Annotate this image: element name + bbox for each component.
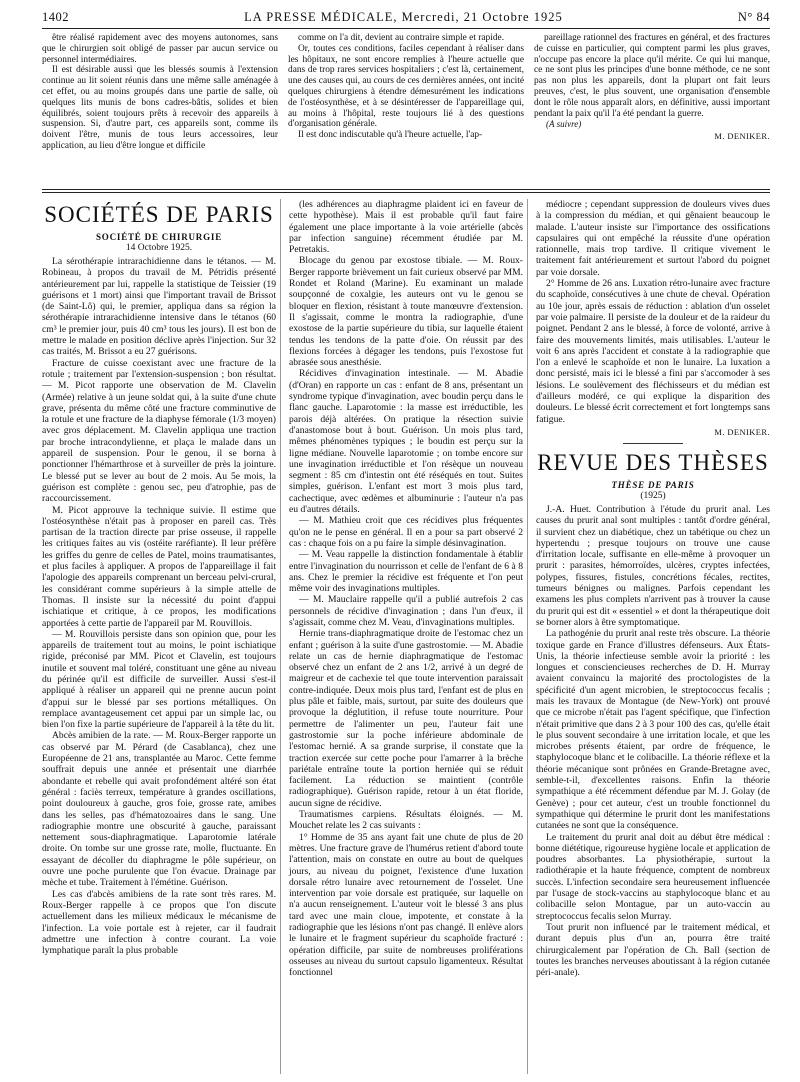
thesis-year: (1925)	[640, 490, 666, 501]
paragraph: Fracture de cuisse coexistant avec une fracture de la rotule ; traitement par l'extension-suspension ; bon résultat. — M. Picot rapporte une observation de M. Clavelin (Armée) relative à un jeune soldat qui, à la suite d'une chute grave, présenta du même côté une fracture comminutive de la rotule et une fracture de la diaphyse fémorale (1/3 moyen) avec gros déplacement. M. Clavelin appliqua une traction par broche intracondylienne, et plaça le malade dans un appareil de suspension. Pour le genou, il se borna à ponctionner l'hémarthrose et à surveiller de près la jointure. Le blessé put se lever au bout de 2 mois. Au 5e mois, la guérison est complète : genou sec, peu d'atrophie, pas de raccourcissement.	[42, 357, 276, 505]
divider	[623, 443, 683, 444]
top-column-3	[534, 33, 770, 185]
session-date: 14 Octobre 1925.	[125, 243, 193, 253]
paragraph: médiocre ; cependant suppression de douleurs vives dues à la compression du médian, et qui gênaient beaucoup le malade. L'auteur insiste sur l'importance des ossifications capsulaires qui ont empêché la réussite d'une opération rationnelle, mais trop tardive. Il critique vivement le traitement fait antérieurement et surtout l'abord du poignet par voie dorsale.	[536, 199, 770, 278]
paragraph: Traumatismes carpiens. Résultats éloignés. — M. Mouchet relate les 2 cas suivants :	[289, 809, 523, 832]
paragraph: Abcès amibien de la rate. — M. Roux-Berger rapporte un cas observé par M. Pérard (de Casablanca), chez une Européenne de 21 ans, transplantée au Maroc. Cette femme souffrait depuis une année et présentait une diarrhée abondante et rebelle qui avait profondément altéré son état général : faciès terreux, température à grandes oscillations, point douloureux à gauche, gros foie, grosse rate, amibes dans les selles, pas d'hématozoaires dans le sang. Une radiographie montre une obscurité à gauche, paraissant nettement sous-diaphragmatique. Laparotomie latérale droite. On tombe sur une grosse rate, molle, fluctuante. En essayant de décoller du diaphragme le pôle supérieur, on ouvre une poche purulente que l'on évacue. Drainage par mèche et tube. Traitement à l'émétine. Guérison.	[42, 730, 276, 889]
section-title: REVUE DES THÈSES	[537, 449, 769, 475]
lower-column-3	[536, 199, 770, 1074]
paragraph: La pathogénie du prurit anal reste très obscure. La théorie toxique garde en France d'illustres défenseurs. Aux États-Unis, la théorie infectieuse semble avoir la priorité : les longues et consciencieuses recherches de D. H. Murray avaient convaincu la majorité des proctologistes de la spécificité d'un agent microbien, le streptococcus fecalis ; mais les travaux de Montague (de New-York) ont prouvé que ce microbe n'était pas l'agent spécifique, que l'infection n'était primitive que dans 2 à 3 pour 100 des cas, qu'elle était le plus souvent secondaire à une irritation locale, et que les microbes présents étaient, par ordre de fréquence, le staphylocoque blanc et le colibacille. La théorie réflexe et la théorie mécanique sont prônées en Grande-Bretagne avec, semble-t-il, d'excellentes raisons. Enfin la théorie sympathique a été récemment défendue par M. J. Golay (de Genève) ; pour cet auteur, c'est un trouble fonctionnel du sympathique qui détermine le prurit dont les manifestations cutanées ne sont que la conséquence.	[536, 628, 770, 832]
paragraph: — M. Mauclaire rappelle qu'il a publié autrefois 2 cas personnels de récidive d'invagination ; dans l'un d'eux, il s'agissait, comme chez M. Veau, d'invaginations multiples.	[289, 594, 523, 628]
journal-title: LA PRESSE MÉDICALE, Mercredi, 21 Octobre 1925	[244, 10, 563, 24]
top-column-1	[42, 33, 278, 185]
divider	[42, 189, 770, 190]
paragraph: Or, toutes ces conditions, faciles cependant à réaliser dans les hôpitaux, ne sont encore remplies à l'heure actuelle que dans de trop rares services hospitaliers ; c'est là, certainement, une des causes qui, au cours de ces dernières années, ont incité quelques chirurgiens à étendre démesurément les indications de l'ostéosynthèse, et à se désintéresser de l'appareillage qui, au moins à l'hôpital, reste toujours lié à des questions d'organisation générale.	[288, 43, 524, 130]
society-name: SOCIÉTÉ DE CHIRURGIE	[95, 232, 223, 242]
paragraph: (les adhérences au diaphragme plaident ici en faveur de cette hypothèse). Mais il est probable qu'il faut faire également une place importante à la voie artérielle (abcès par infection sanguine) récemment étudiée par M. Petretakis.	[289, 199, 523, 256]
paragraph: être réalisé rapidement avec des moyens autonomes, sans que le chirurgien soit obligé de passer par aucun service ou personnel intermédiaires.	[42, 33, 278, 65]
author-signature: M. DENIKER.	[714, 426, 770, 437]
paragraph: La sérothérapie intrarachidienne dans le tétanos. — M. Robineau, à propos du travail de M. Pétridis présenté antérieurement par lui, rappelle la statistique de Teissier (19 guérisons et 1 mort) ainsi que l'important travail de Brissot (de Saint-Lô) qui, le premier, appliqua dans sa région la sérothérapie intrarachidienne intensive dans le tétanos (60 cm³ le premier jour, puis 40 cm³ tous les jours). Il est bon de mettre le malade en position déclive après l'injection. Sur 32 cas traités, M. Brissot a eu 27 guérisons.	[42, 256, 276, 358]
paragraph: 2° Homme de 26 ans. Luxation rétro-lunaire avec fracture du scaphoïde, consécutives à une chute de cheval. Opération au 10e jour, après essais de réduction : ablation d'un osselet par voie palmaire. Il persiste de la douleur et de la raideur du poignet. Pendant 2 ans le blessé, à force de volonté, arrive à faire des mouvements limités, mais utilisables. L'auteur le voit 6 ans après l'accident et constate à la radiographie que l'on a enlevé le scaphoïde et non le lunaire. La luxation a donc persisté, mais ici le blessé a fini par s'accomoder à ses lésions. Le soulèvement des fléchisseurs et du médian est d'ailleurs modéré, ce qui explique la disparition des douleurs. Le blessé écrit correctement et fort longtemps sans fatigue.	[536, 278, 770, 425]
paragraph: pareillage rationnel des fractures en général, et des fractures de cuisse en particulier, qui comptent parmi les plus graves, n'occupe pas encore la place qu'il mérite. Ce qui lui manque, ce ne sont plus les principes d'une bonne méthode, ce ne sont pas non plus les appareils, dont la plupart ont fait leurs preuves, c'est, le plus souvent, une organisation d'ensemble dont le rôle nous apparaît alors, en définitive, aussi important pendant la paix qu'il l'a été pendant la guerre.	[534, 33, 770, 119]
paragraph: Les cas d'abcès amibiens de la rate sont très rares. M. Roux-Berger rappelle à ce propos que l'on discute actuellement dans les milieux médicaux le mécanisme de l'infection. La voie portale est à rejeter, car il faudrait admettre une infection à contre courant. La voie lymphatique paraît la plus probable	[42, 888, 276, 957]
page-header	[42, 10, 770, 29]
paragraph: J.-A. Huet. Contribution à l'étude du prurit anal. Les causes du prurit anal sont multiples : tantôt d'ordre général, il survient chez un diabétique, chez un tabétique ou chez un hypertendu ; presque toujours on trouve une cause d'irritation locale, suffisante en elle-même à provoquer un prurit : parasites, hémorroïdes, ulcères, cryptes infectées, polypes, fissures, fistules, concrétions fécales, rectites, tumeurs bénignes ou malignes. Parfois cependant les examens les plus complets n'arrivent pas à trouver la cause du prurit qui est dit « essentiel » et dont la thérapeutique doit se borner alors à être symptomatique.	[536, 503, 770, 628]
paragraph: Blocage du genou par exostose tibiale. — M. Roux-Berger rapporte brièvement un fait curieux observé par MM. Rondet et Roland (Marine). Eu examinant un malade soupçonné de coxalgie, les auteurs ont vu le genou se bloquer en flexion, résistant à toute manœuvre d'extension. Il s'agissait, comme le montra la radiographie, d'une exostose de la partie supérieure du tibia, sur laquelle étaient tendus les tendons de la patte d'oie. On réussit par des flexions forcées à dégager les tendons, puis l'exostose fut abrasée sous anesthésie.	[289, 255, 523, 369]
paragraph: — M. Mathieu croit que ces récidives plus fréquentes qu'on ne le pense en général. Il en a pour sa part observé 2 cas : chaque fois on a pu faire la simple désinvagination.	[289, 515, 523, 549]
paragraph: Il est désirable aussi que les blessés soumis à l'extension continue au lit soient réunis dans une même salle aménagée à cet effet, ou au moins groupés dans une partie de salle, où quelques lits munis de bons cadres-bâtis, solides et bien équilibrés, soient toujours prêts à recevoir des appareils à suspension. Si, d'autre part, ces appareils sont, comme ils doivent l'être, munis de tous leurs accessoires, leur application, au lieu d'être longue et difficile	[42, 65, 278, 151]
lower-column-2	[289, 199, 528, 1074]
section-title: SOCIÉTÉS DE PARIS	[44, 202, 274, 227]
page-number: 1402	[42, 10, 69, 24]
lower-column-1	[42, 199, 281, 1074]
paragraph: Récidives d'invagination intestinale. — M. Abadie (d'Oran) en rapporte un cas : enfant de 8 ans, présentant un syndrome typique d'invagination, avec boudin perçu dans le flanc gauche. Laparotomie : la masse est irréductible, les parois déjà altérées. On pratique la résection suivie d'anastomose bout à bout. Guérison. Un mois plus tard, mêmes phénomènes typiques ; le boudin est perçu sur la ligne médiane. Nouvelle laparotomie ; on tombe encore sur une invagination irréductible et l'on résèque un nouveau segment : 85 cm d'intestin ont été réséqués en tout. Suites simples, guérison. L'enfant est mort 3 mois plus tard, cachectique, avec œdèmes et albuminurie : l'auteur n'a pas eu d'autres détails.	[289, 368, 523, 516]
divider	[42, 192, 770, 193]
paragraph: — M. Veau rappelle la distinction fondamentale à établir entre l'invagination du nourrisson et celle de l'enfant de 6 à 8 ans. Chez le premier la récidive est fréquente et l'on peut même voir des invaginations multiples.	[289, 549, 523, 595]
paragraph: Tout prurit non influencé par le traitement médical, et durant depuis plus d'un an, pourra être traité chirurgicalement par l'opération de Ch. Ball (section de toutes les branches nerveuses aboutissant à la région cutanée péri-anale).	[536, 921, 770, 979]
author-signature: M. DENIKER.	[714, 131, 770, 142]
paragraph: comme on l'a dit, devient au contraire simple et rapide.	[298, 33, 505, 43]
paragraph: — M. Rouvillois persiste dans son opinion que, pour les appareils de traitement tout au moins, le point ischiatique rigide, préconisé par MM. Picot et Clavelin, est toujours inutile et souvent mal toléré, constituant une gêne au niveau du périnée qu'il est difficile de surveiller. Aussi s'est-il appliqué à réaliser un appareil qui ne prenne aucun point d'appui sur le blessé par ses portions métalliques. On remplace avantageusement cet appui par un simple lac, ou bien l'on fixe la partie supérieure de l'appareil à la tête du lit.	[42, 628, 276, 731]
paragraph: Hernie trans-diaphragmatique droite de l'estomac chez un enfant ; guérison à la suite d'une gastrostomie. — M. Abadie relate un cas de hernie diaphragmatique de l'estomac observé chez un enfant de 2 ans 1/2, arrivé à un degré de maigreur et de cachexie tel que toute intervention paraissait contre-indiquée. Deux mois plus tard, l'enfant est de plus en plus pâle et faible, mais, surtout, par suite des douleurs que provoque la déglutition, il refuse toute nourriture. Pour permettre de l'alimenter un peu, l'auteur fait une gastrostomie sur la poche inférieure abdominale de l'estomac hernié. A sa grande surprise, il constate que la traction exercée sur cette poche pour l'amarrer à la brèche pariétale entraîne toute la portion herniée qui se réduit facilement. La réduction se maintient (contrôle radiographique). Guérison rapide, retour à un état floride, aucun signe de récidive.	[289, 628, 523, 809]
newspaper-page	[42, 10, 770, 1074]
thesis-heading: THÈSE DE PARIS	[611, 479, 695, 490]
paragraph: Le traitement du prurit anal doit au début être médical : bonne diététique, rigoureuse hygiène locale et application de poudres absorbantes. La physiothérapie, surtout la radiothérapie et la haute fréquence, comptent de nombreux succès. L'infection secondaire sera heureusement influencée par l'usage de stock-vaccins au staphylocoque blanc et au colibacille selon Montague, par un auto-vaccin au streptococcus fecalis selon Murray.	[536, 831, 770, 922]
issue-number: N° 84	[737, 10, 770, 24]
paragraph: Il est donc indiscutable qu'à l'heure actuelle, l'ap-	[298, 130, 483, 141]
lower-section	[42, 199, 770, 1074]
to-be-continued: (A suivre)	[546, 119, 582, 130]
paragraph: 1° Homme de 35 ans ayant fait une chute de plus de 20 mètres. Une fracture grave de l'humérus retient d'abord toute l'attention, mais on constate en outre au bout de quelques jours, au niveau du poignet, l'existence d'une luxation dorsale rétro lunaire avec retournement de l'osselet. Une intervention par voie dorsale est pratiquée, sur laquelle on n'a aucun renseignement. L'auteur voit le blessé 3 ans plus tard avec une main cloue, impotente, et constate à la radiographie que les lésions n'ont pas changé. Il enlève alors le lunaire et le fragment supérieur du scaphoïde fracturé : opération difficile, par suite de nombreuses proliférations osseuses au niveau du surtout capsulo ligamenteux. Résultat fonctionnel	[289, 831, 523, 979]
continued-article	[42, 33, 770, 185]
paragraph: M. Picot approuve la technique suivie. Il estime que l'ostéosynthèse n'était pas à proposer en pareil cas. Très partisan de la traction directe par prise osseuse, il rappelle les critiques faites au vis (ostéite raréfiante). Il leur préfère les griffes du genre de celles de Patel, moins traumatisantes, et plus faciles à appliquer. A propos de l'appareillage il fait l'apologie des appareils comprenant un berceau pelvi-crural, les considérant comme supérieurs à la simple attelle de Thomas. Il insiste sur la nécessité du point d'appui ischiatique et critique, à ce propos, les modifications apportées à cette partie de l'appareil par M. Rouvillois.	[42, 504, 276, 629]
top-column-2	[288, 33, 524, 185]
